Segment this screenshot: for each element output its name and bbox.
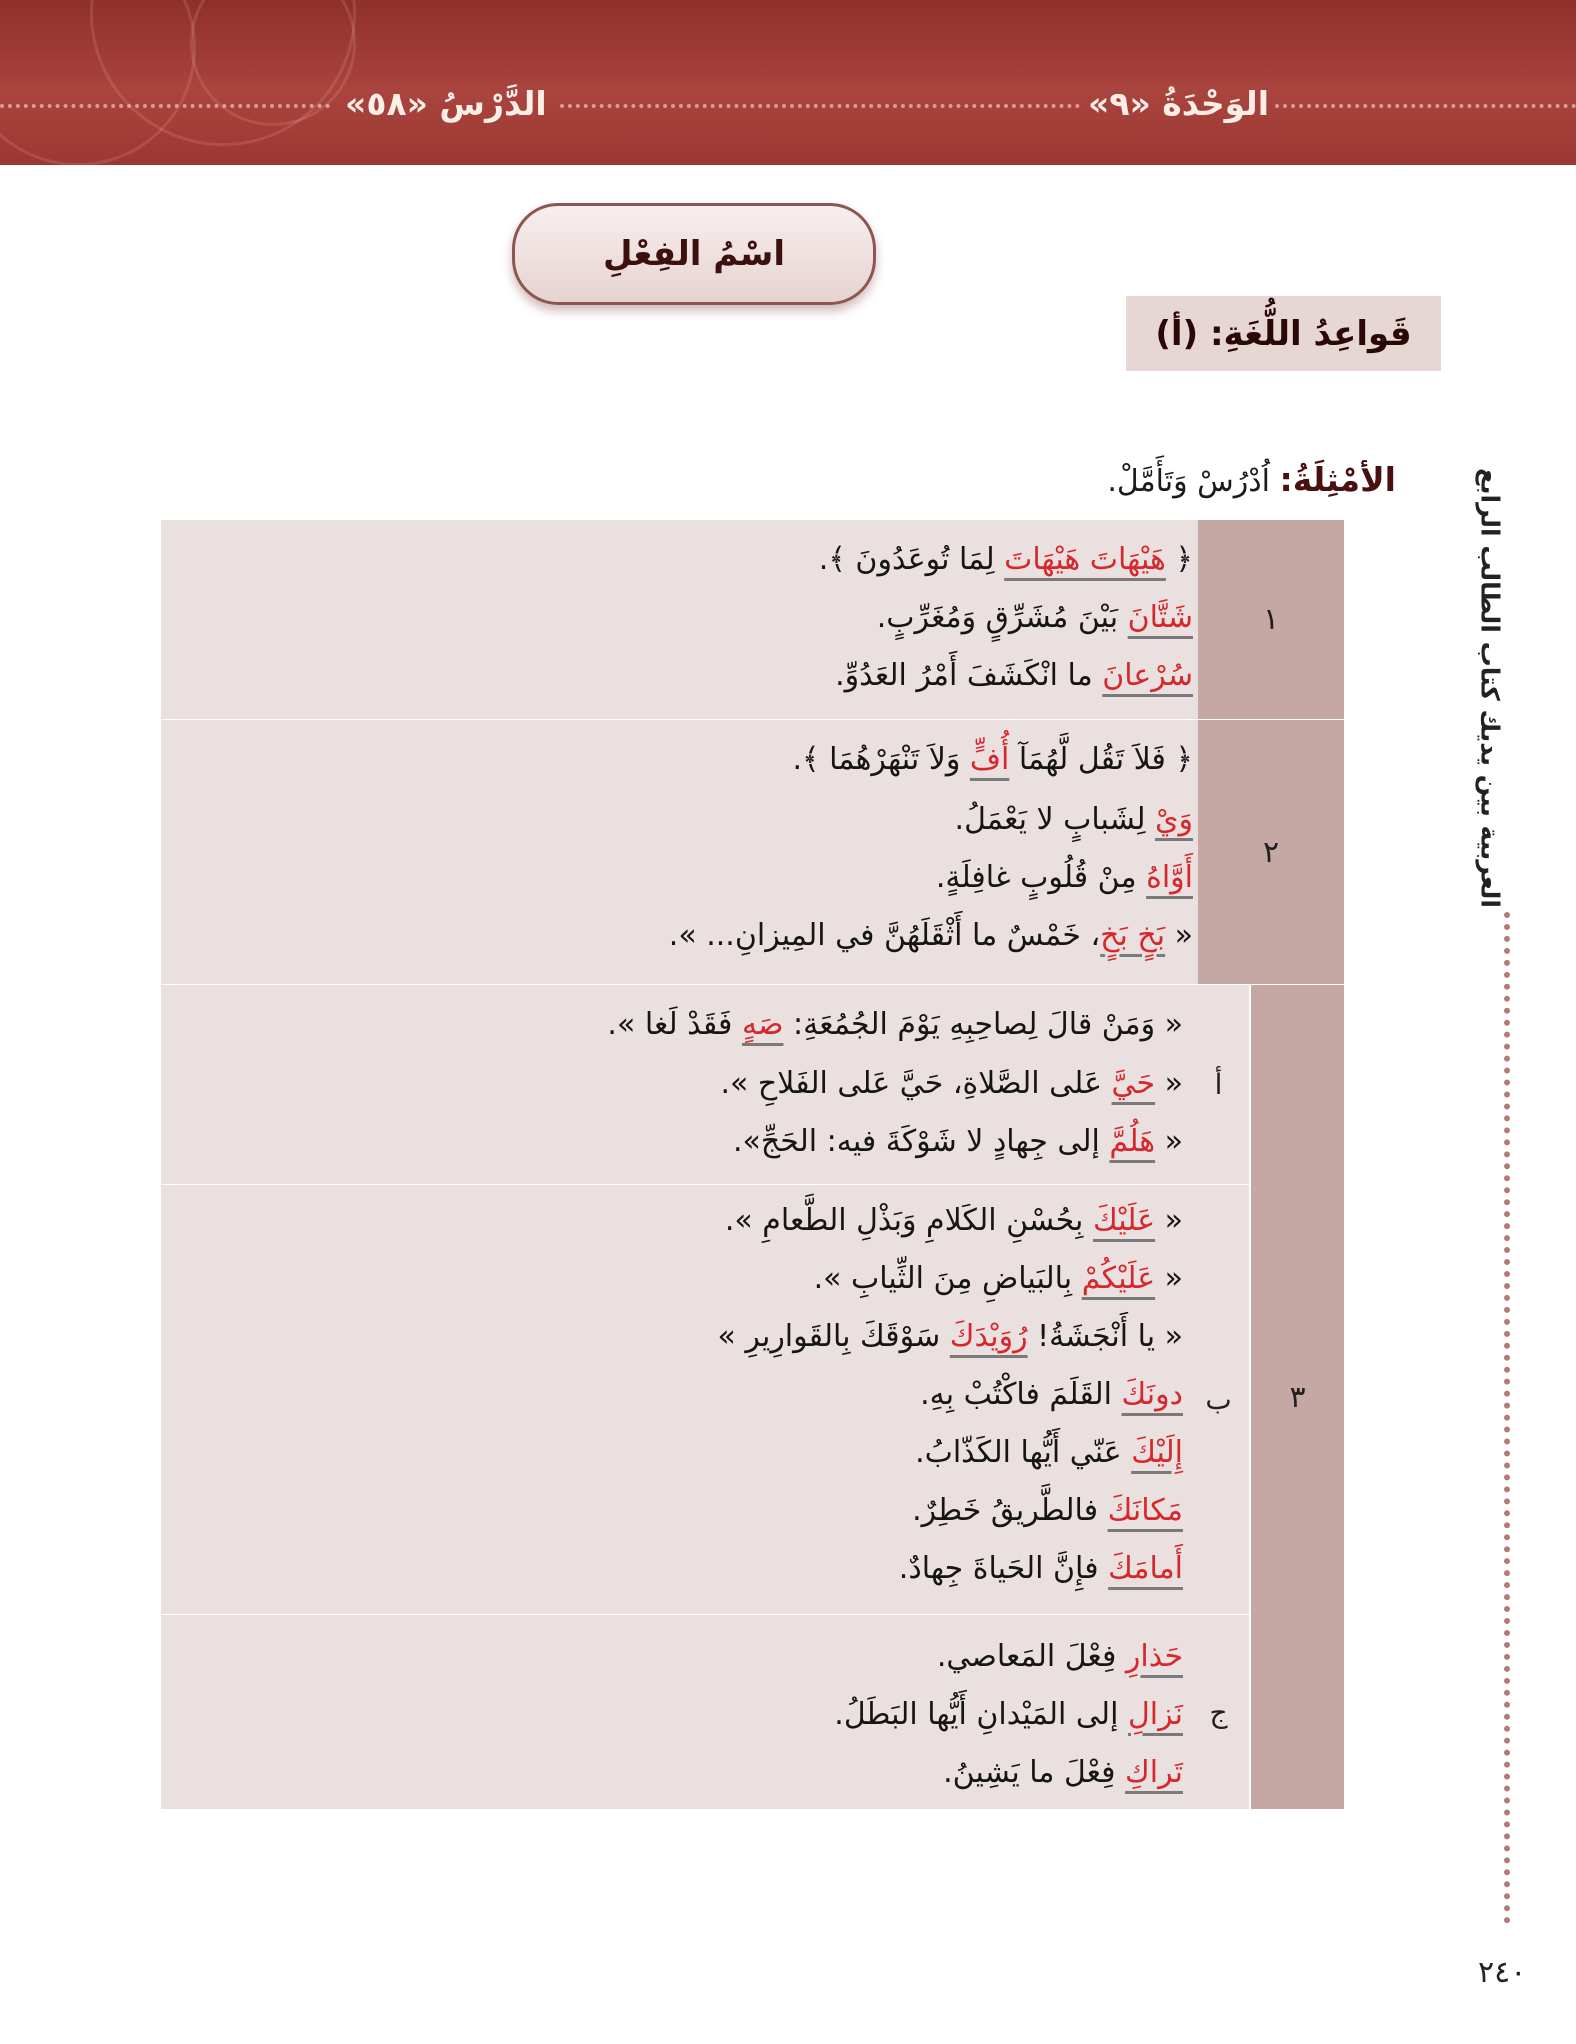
group-2-panel [161, 720, 1198, 985]
examples-table [161, 520, 1344, 1810]
example-line: « عَلَيْكُمْ بِالبَياضِ مِنَ الثِّيابِ ». [813, 1261, 1183, 1296]
group-1-panel [161, 520, 1198, 720]
example-line: « يا أَنْجَشَةُ! رُوَيْدَكَ سَوْقَكَ بِالقَوارِيرِ » [717, 1319, 1183, 1354]
example-line: دونَكَ القَلَمَ فاكْتُبْ بِهِ. [920, 1377, 1183, 1412]
highlighted-verb-noun: عَلَيْكُمْ [1081, 1261, 1156, 1296]
example-line: ﴿ هَيْهَاتَ هَيْهَاتَ لِمَا تُوعَدُونَ ﴾. [818, 542, 1193, 577]
highlighted-verb-noun: عَلَيْكَ [1092, 1203, 1156, 1238]
highlighted-verb-noun: دونَكَ [1121, 1377, 1183, 1412]
example-line: حَذارِ فِعْلَ المَعاصي. [936, 1639, 1183, 1674]
group-3c-panel [161, 1615, 1188, 1810]
example-line: تَراكِ فِعْلَ ما يَشِينُ. [943, 1755, 1183, 1790]
example-line: وَيْ لِشَبابٍ لا يَعْمَلُ. [954, 802, 1193, 837]
highlighted-verb-noun: وَيْ [1155, 802, 1193, 837]
book-side-title [1460, 468, 1520, 908]
example-line: أَوَّاهُ مِنْ قُلُوبٍ غافِلَةٍ. [935, 860, 1193, 895]
group-3b-panel [161, 1185, 1188, 1615]
group-3b-label: ب [1188, 1185, 1251, 1615]
examples-label: الأمْثِلَةُ: [1279, 460, 1396, 499]
highlighted-verb-noun: حَذارِ [1125, 1639, 1183, 1674]
group-1-number: ١ [1198, 520, 1344, 720]
highlighted-verb-noun: مَكانَكَ [1107, 1493, 1183, 1528]
unit-label: الوَحْدَةُ «٩» [1088, 84, 1270, 123]
group-3c-label: ج [1188, 1615, 1251, 1810]
example-line: « هَلُمَّ إلى جِهادٍ لا شَوْكَةَ فيه: الحَجِّ». [733, 1124, 1183, 1159]
example-line: ﴿ فَلاَ تَقُل لَّهُمَآ أُفٍّ وَلاَ تَنْهَرْهُمَا ﴾. [792, 742, 1193, 777]
group-2-number: ٢ [1198, 720, 1344, 985]
examples-instruction: اُدْرُسْ وَتَأَمَّلْ. [1107, 464, 1280, 499]
highlighted-verb-noun: أَمامَكَ [1108, 1551, 1183, 1586]
dotted-rule [0, 104, 330, 108]
group-3a-label: أ [1188, 985, 1251, 1185]
example-line: « بَخٍ بَخٍ، خَمْسٌ ما أَثْقَلَهُنَّ في المِيزانِ... ». [668, 918, 1193, 953]
highlighted-verb-noun: هَلُمَّ [1109, 1124, 1156, 1159]
dotted-rule [1275, 104, 1576, 108]
highlighted-verb-noun: أَوَّاهُ [1146, 860, 1193, 895]
example-line: إِلَيْكَ عَنّي أَيُّها الكَذّابُ. [915, 1435, 1183, 1470]
highlighted-verb-noun: تَراكِ [1125, 1755, 1183, 1790]
example-line: سُرْعانَ ما انْكَشَفَ أَمْرُ العَدُوِّ. [835, 658, 1193, 693]
dotted-rule [560, 104, 1080, 108]
example-line: مَكانَكَ فالطَّريقُ خَطِرٌ. [912, 1493, 1183, 1528]
section-subtitle: قَواعِدُ اللُّغَةِ: (أ) [1126, 296, 1441, 371]
example-line: شَتَّانَ بَيْنَ مُشَرِّقٍ وَمُغَرِّبٍ. [876, 600, 1193, 635]
example-line: نَزالِ إلى المَيْدانِ أَيُّها البَطَلُ. [834, 1697, 1183, 1732]
example-line: أَمامَكَ فإِنَّ الحَياةَ جِهادٌ. [898, 1551, 1183, 1586]
example-line: « حَيَّ عَلى الصَّلاةِ، حَيَّ عَلى الفَلاحِ ». [720, 1066, 1183, 1101]
highlighted-verb-noun: أُفٍّ [969, 742, 1010, 777]
highlighted-verb-noun: إِلَيْكَ [1131, 1435, 1183, 1470]
highlighted-verb-noun: هَيْهَاتَ هَيْهَاتَ [1004, 542, 1166, 577]
header-banner [0, 0, 1576, 165]
group-3-number: ٣ [1251, 985, 1344, 1810]
highlighted-verb-noun: شَتَّانَ [1127, 600, 1193, 635]
example-line: « وَمَنْ قالَ لِصاحِبِهِ يَوْمَ الجُمُعَةِ: صَهٍ فَقَدْ لَغا ». [607, 1007, 1183, 1042]
highlighted-verb-noun: نَزالِ [1127, 1697, 1183, 1732]
highlighted-verb-noun: سُرْعانَ [1102, 658, 1193, 693]
group-3a-panel [161, 985, 1188, 1185]
highlighted-verb-noun: بَخٍ بَخٍ [1100, 918, 1166, 953]
side-dotted-line [1504, 912, 1510, 1924]
highlighted-verb-noun: حَيَّ [1111, 1066, 1156, 1101]
page-title: اسْمُ الفِعْلِ [512, 203, 876, 305]
examples-intro [1107, 460, 1396, 499]
highlighted-verb-noun: صَهٍ [741, 1007, 784, 1042]
highlighted-verb-noun: رُوَيْدَكَ [949, 1319, 1028, 1354]
page-number: ٢٤٠ [1478, 1955, 1527, 1990]
lesson-label: الدَّرْسُ «٥٨» [345, 84, 547, 123]
example-line: « عَلَيْكَ بِحُسْنِ الكَلامِ وَبَذْلِ الطَّعامِ ». [724, 1203, 1183, 1238]
book-side-title-text: العربية بين يديك كتاب الطالب الرابع [1475, 468, 1505, 908]
